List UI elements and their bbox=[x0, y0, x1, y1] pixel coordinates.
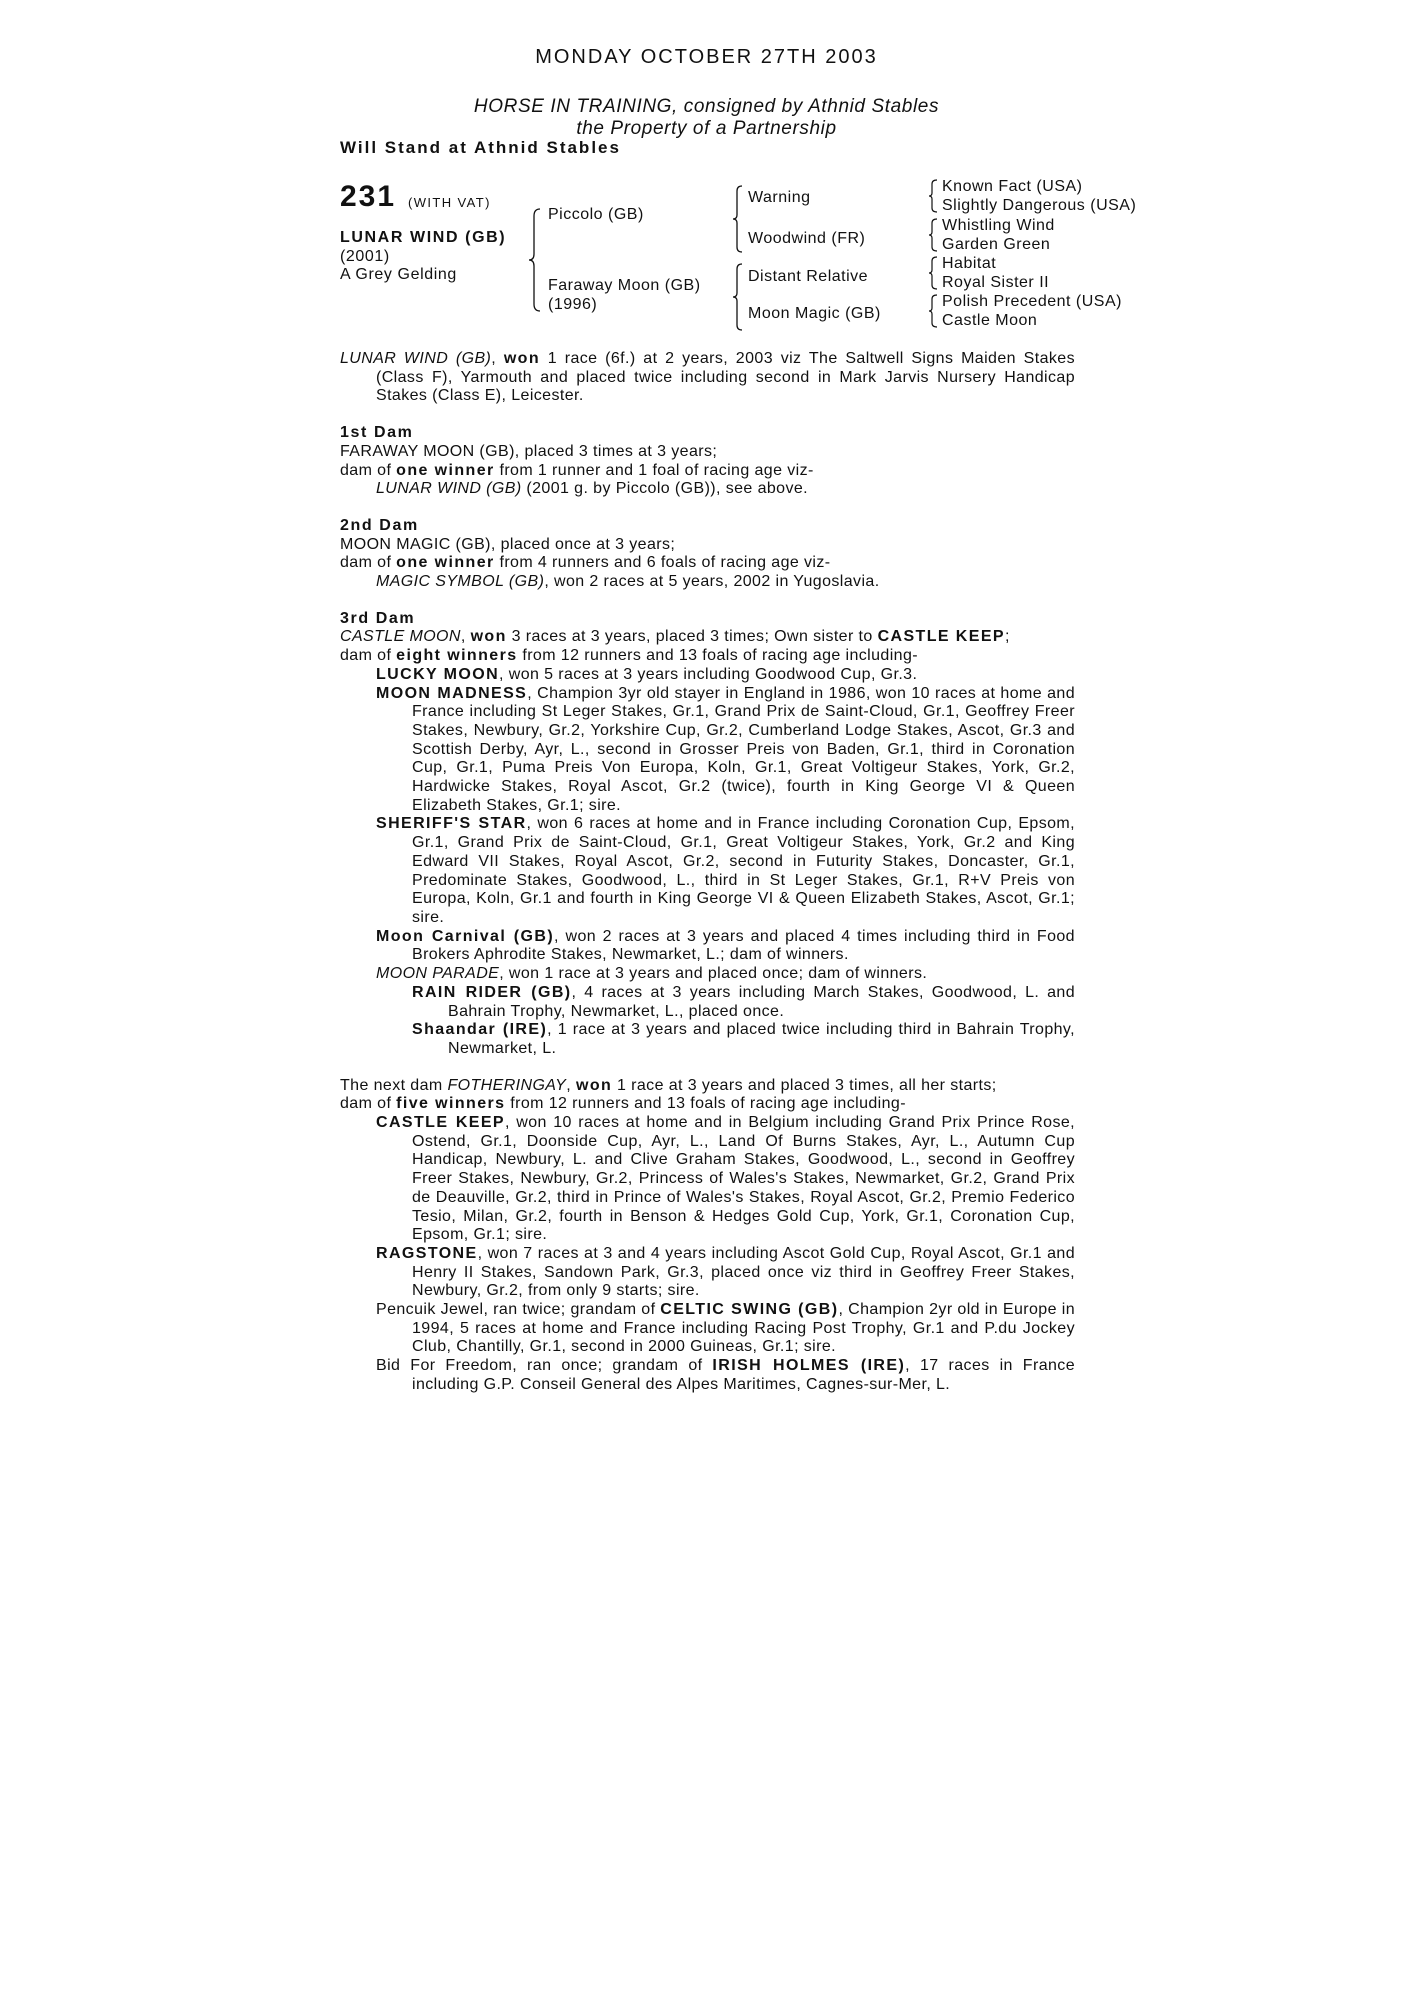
first-dam-produce: dam of one winner from 1 runner and 1 foal of racing age viz- bbox=[340, 461, 814, 479]
progeny-shaandar: Shaandar (IRE), 1 race at 3 years and placed twice including third in Bahrain Trophy, Newmarket, L. bbox=[412, 1021, 1075, 1057]
catalogue-body bbox=[340, 350, 1075, 1395]
next-dam-line: The next dam FOTHERINGAY, won 1 race at 3 years and placed 3 times, all her starts; bbox=[340, 1076, 997, 1094]
progeny-rain-rider: RAIN RIDER (GB), 4 races at 3 years including March Stakes, Goodwood, L. and Bahrain Trophy, Newmarket, L., placed once. bbox=[412, 983, 1075, 1020]
pedigree-brace-gg1 bbox=[928, 179, 938, 213]
first-dam-heading: 1st Dam bbox=[340, 424, 414, 442]
pedigree-sire: Piccolo (GB) bbox=[548, 206, 644, 223]
first-dam-line: FARAWAY MOON (GB), placed 3 times at 3 years; bbox=[340, 442, 718, 460]
third-dam-line: CASTLE MOON, won 3 races at 3 years, placed 3 times; Own sister to CASTLE KEEP; bbox=[340, 628, 1010, 646]
pedigree-sire-dam: Woodwind (FR) bbox=[748, 230, 866, 247]
pedigree-brace-gg3 bbox=[928, 256, 938, 290]
first-dam-progeny: LUNAR WIND (GB) (2001 g. by Piccolo (GB)), see above. bbox=[376, 480, 809, 498]
progeny-lucky-moon: LUCKY MOON, won 5 races at 3 years including Goodwood Cup, Gr.3. bbox=[376, 665, 918, 683]
second-dam-progeny: MAGIC SYMBOL (GB), won 2 races at 5 years, 2002 in Yugoslavia. bbox=[376, 573, 880, 591]
pedigree-ggs-8: Castle Moon bbox=[942, 312, 1038, 329]
pedigree-brace-dam bbox=[732, 263, 744, 331]
pedigree-ggs-2: Slightly Dangerous (USA) bbox=[942, 197, 1137, 214]
pedigree-dam-dam: Moon Magic (GB) bbox=[748, 305, 881, 322]
second-dam-line: MOON MAGIC (GB), placed once at 3 years; bbox=[340, 535, 676, 553]
progeny-pencuik-jewel: Pencuik Jewel, ran twice; grandam of CELTIC SWING (GB), Champion 2yr old in Europe in 1994, 5 races at home and France including Racing Post Trophy, Gr.1 and P.du Jockey Club, Chantilly, Gr.1, second in 2000 Guineas, Gr.1; sire. bbox=[376, 1301, 1075, 1356]
progeny-bid-for-freedom: Bid For Freedom, ran once; grandam of IRISH HOLMES (IRE), 17 races in France including G.P. Conseil General des Alpes Maritimes, Cagnes-sur-Mer, L. bbox=[376, 1357, 1075, 1393]
horse-year: (2001) bbox=[340, 248, 390, 265]
progeny-ragstone: RAGSTONE, won 7 races at 3 and 4 years including Ascot Gold Cup, Royal Ascot, Gr.1 and Henry II Stakes, Sandown Park, Gr.3, placed once viz third in Geoffrey Freer Stakes, Newbury, Gr.2, from only 9 starts; sire. bbox=[376, 1244, 1075, 1300]
progeny-sheriffs-star: SHERIFF'S STAR, won 6 races at home and in France including Coronation Cup, Epsom, Gr.1, Grand Prix de Saint-Cloud, Gr.1, Great Voltigeur Stakes, York, Gr.2 and King Edward VII Stakes, Royal Ascot, Gr.2, second in Futurity Stakes, Doncaster, Gr.1, Predominate Stakes, Goodwood, L., third in St Leger Stakes, Gr.1, R+V Preis von Europa, Koln, Gr.1 and fourth in King George VI & Queen Elizabeth Stakes, Ascot, Gr.1; sire. bbox=[376, 815, 1075, 926]
pedigree-ggs-6: Royal Sister II bbox=[942, 274, 1050, 291]
consignment-info bbox=[0, 96, 1413, 140]
second-dam-produce: dam of one winner from 4 runners and 6 foals of racing age viz- bbox=[340, 554, 831, 572]
pedigree-dam-sire: Distant Relative bbox=[748, 268, 869, 285]
pedigree-brace-gg4 bbox=[928, 294, 938, 328]
pedigree-brace-sire bbox=[732, 185, 744, 253]
third-dam-produce: dam of eight winners from 12 runners and 13 foals of racing age including- bbox=[340, 647, 918, 665]
third-dam-heading: 3rd Dam bbox=[340, 609, 416, 627]
ownership-line: the Property of a Partnership bbox=[576, 118, 837, 139]
lot-number: 231 bbox=[340, 180, 397, 213]
pedigree-dam-year: (1996) bbox=[548, 296, 598, 313]
race-record-horse: LUNAR WIND (GB) bbox=[340, 350, 492, 367]
horse-name: LUNAR WIND (GB) bbox=[340, 229, 507, 246]
progeny-castle-keep: CASTLE KEEP, won 10 races at home and in Belgium including Grand Prix Prince Rose, Ostend, Gr.1, Doonside Cup, Ayr, L., Land Of Burns Stakes, Ayr, L., Autumn Cup Handicap, Newbury, L. and Clive Graham Stakes, Goodwood, L., second in Geoffrey Freer Stakes, Newbury, Gr.2, Princess of Wales's Stakes, Newmarket, Gr.2, Grand Prix de Deauville, Gr.2, third in Prince of Wales's Stakes, Royal Ascot, Gr.2, Premio Federico Tesio, Milan, Gr.2, fourth in Benson & Hedges Gold Cup, York, Gr.1, Coronation Cup, Epsom, Gr.1; sire. bbox=[376, 1114, 1075, 1244]
progeny-moon-parade: MOON PARADE, won 1 race at 3 years and placed once; dam of winners. bbox=[376, 965, 928, 983]
progeny-moon-carnival: Moon Carnival (GB), won 2 races at 3 years and placed 4 times including third in Food Brokers Aphrodite Stakes, Newmarket, L.; dam of winners. bbox=[376, 927, 1075, 964]
progeny-moon-madness: MOON MADNESS, Champion 3yr old stayer in England in 1986, won 10 races at home and France including St Leger Stakes, Gr.1, Grand Prix de Saint-Cloud, Gr.1, Geoffrey Freer Stakes, Newbury, Gr.2, Yorkshire Cup, Gr.2, Cumberland Lodge Stakes, Ascot, Gr.3 and Scottish Derby, Ayr, L., second in Grosser Preis von Baden, Gr.1, third in Coronation Cup, Gr.1, Puma Preis Von Europa, Koln, Gr.1, Great Voltigeur Stakes, York, Gr.2, Hardwicke Stakes, Royal Ascot, Gr.2 (twice), fourth in King George VI & Queen Elizabeth Stakes, Gr.1; sire. bbox=[376, 684, 1075, 814]
pedigree-ggs-7: Polish Precedent (USA) bbox=[942, 293, 1122, 310]
pedigree-dam: Faraway Moon (GB) bbox=[548, 277, 701, 294]
sale-date: MONDAY OCTOBER 27TH 2003 bbox=[535, 46, 878, 68]
second-dam-heading: 2nd Dam bbox=[340, 516, 419, 534]
next-dam-produce: dam of five winners from 12 runners and 13 foals of racing age including- bbox=[340, 1095, 906, 1113]
pedigree-brace-gen1 bbox=[528, 208, 542, 312]
pedigree-brace-gg2 bbox=[928, 218, 938, 252]
consignor-line: HORSE IN TRAINING, consigned by Athnid Stables bbox=[473, 96, 940, 117]
vat-note: (WITH VAT) bbox=[408, 195, 491, 210]
horse-description: A Grey Gelding bbox=[340, 266, 457, 283]
pedigree-ggs-1: Known Fact (USA) bbox=[942, 178, 1083, 195]
pedigree-ggs-3: Whistling Wind bbox=[942, 217, 1055, 234]
pedigree-sire-sire: Warning bbox=[748, 189, 811, 206]
race-record: LUNAR WIND (GB), won 1 race (6f.) at 2 years, 2003 viz The Saltwell Signs Maiden Stakes (Class F), Yarmouth and placed twice including second in Mark Jarvis Nursery Handicap Stakes (Class E), Leicester. bbox=[340, 350, 1075, 405]
pedigree-ggs-5: Habitat bbox=[942, 255, 997, 272]
pedigree-ggs-4: Garden Green bbox=[942, 236, 1051, 253]
stand-line: Will Stand at Athnid Stables bbox=[340, 138, 621, 157]
